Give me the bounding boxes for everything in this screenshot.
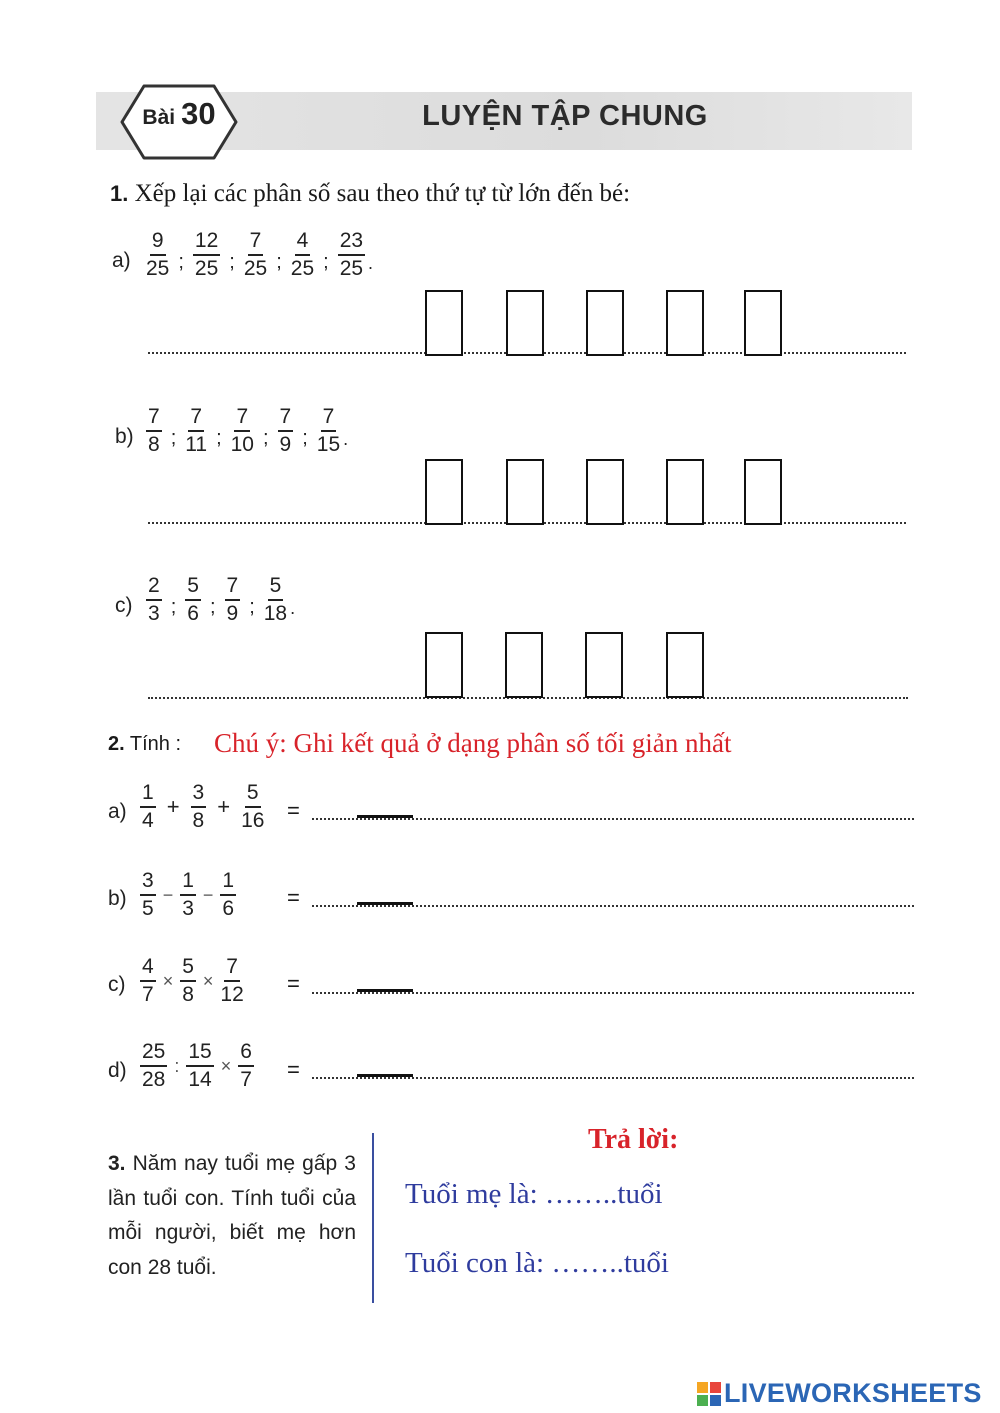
q1c-fractions: $\frac{2}{3}$ ; $\frac{5}{6}$ ; $\frac{7}{9}$ ; $\frac{5}{18}$ . [148,574,296,626]
q2b-label: b) [108,887,127,910]
fraction: $\frac{7}{15}$ [316,405,341,457]
fraction: $\frac{7}{9}$ [226,574,239,626]
fraction: $\frac{7}{8}$ [148,405,160,457]
fraction: $\frac{3}{8}$ [192,781,205,833]
q2a-answer-dots [312,818,914,820]
q2b-answer-field[interactable] [357,902,413,905]
q2d-expression: $\frac{25}{28}$ : $\frac{15}{14}$ × $\frac{6}{7}$ [142,1040,252,1092]
fraction: $\frac{25}{28}$ [142,1040,166,1092]
q1a-answer-box-4[interactable] [666,290,704,356]
fraction: $\frac{5}{16}$ [241,781,265,833]
q1c-answer-box-2[interactable] [505,632,543,698]
q1a-label: a) [112,249,131,272]
q2b-answer-dots [312,905,914,907]
q3-divider [372,1133,374,1303]
q3-problem [108,1147,356,1285]
q3-child-answer[interactable]: Tuổi con là: ……..tuổi [405,1247,669,1279]
page-title: LUYỆN TẬP CHUNG [422,100,708,132]
q2a-label: a) [108,800,127,823]
q1c-answer-box-4[interactable] [666,632,704,698]
q1-prompt-text: Xếp lại các phân số sau theo thứ tự từ lớn đến bé: [134,180,631,207]
fraction: $\frac{7}{9}$ [279,405,292,457]
fraction: $\frac{1}{4}$ [142,781,154,833]
q2-note: Chú ý: Ghi kết quả ở dạng phân số tối giản nhất [214,728,732,758]
fraction: $\frac{5}{8}$ [182,955,194,1007]
fraction: $\frac{7}{12}$ [220,955,244,1007]
fraction: $\frac{7}{10}$ [230,405,254,457]
q1b-answer-box-3[interactable] [586,459,624,525]
q2d-answer-dots [312,1077,914,1079]
q2c-label: c) [108,973,126,996]
q2-heading [108,733,181,756]
fraction: $\frac{1}{6}$ [222,869,235,921]
q1b-answer-box-5[interactable] [744,459,782,525]
q1b-answer-box-4[interactable] [666,459,704,525]
q2-word: Tính : [129,733,182,755]
fraction: $\frac{4}{7}$ [142,955,154,1007]
q1a-answer-box-1[interactable] [425,290,463,356]
fraction: $\frac{7}{11}$ [185,405,208,457]
q2c-equals: = [287,971,300,996]
q2b-expression: $\frac{3}{5}$ − $\frac{1}{3}$ − $\frac{1}{6}$ [142,869,235,921]
lesson-word: Bài [142,106,176,129]
q2d-answer-field[interactable] [357,1074,413,1077]
fraction: $\frac{1}{3}$ [182,869,194,921]
fraction: $\frac{4}{25}$ [290,229,315,281]
fraction: $\frac{7}{25}$ [243,229,268,281]
q2d-label: d) [108,1059,127,1082]
q1c-answer-box-3[interactable] [585,632,623,698]
q1a-answer-box-2[interactable] [506,290,544,356]
q2b-equals: = [287,885,300,910]
q2a-answer-field[interactable] [357,815,413,818]
fraction: $\frac{12}{25}$ [194,229,219,281]
q1-prompt [110,180,630,208]
brand-grid-icon [697,1382,721,1406]
fraction: $\frac{15}{14}$ [188,1040,212,1092]
brand-name: LIVEWORKSHEETS [724,1378,982,1408]
q1-number: 1. [110,181,129,206]
q1b-label: b) [115,425,134,448]
q3-text: Năm nay tuổi mẹ gấp 3 lần tuổi con. Tính tuổi của mỗi người, biết mẹ hơn con 28 tuổi. [108,1152,356,1279]
lesson-badge-label [108,96,250,132]
q1b-fractions: $\frac{7}{8}$ ; $\frac{7}{11}$ ; $\frac{7}{10}$ ; $\frac{7}{9}$ ; $\frac{7}{15}$ . [148,405,349,457]
q3-number: 3. [108,1152,126,1175]
lesson-number: 30 [181,96,216,131]
q2d-equals: = [287,1057,300,1082]
fraction: $\frac{23}{25}$ [339,229,364,281]
q2c-expression: $\frac{4}{7}$ × $\frac{5}{8}$ × $\frac{7}{12}$ [142,955,244,1007]
q1a-answer-box-3[interactable] [586,290,624,356]
fraction: $\frac{6}{7}$ [240,1040,252,1092]
q2-number: 2. [108,733,125,755]
q3-answer-heading: Trả lời: [588,1124,679,1155]
q2c-answer-dots [312,992,914,994]
q3-mother-answer[interactable]: Tuổi mẹ là: ……..tuổi [405,1178,663,1210]
fraction: $\frac{2}{3}$ [148,574,160,626]
q1b-answer-box-2[interactable] [506,459,544,525]
q2a-expression: $\frac{1}{4}$ + $\frac{3}{8}$ + $\frac{5}{16}$ [142,781,265,833]
q1a-answer-box-5[interactable] [744,290,782,356]
q1c-label: c) [115,594,133,617]
q1b-answer-box-1[interactable] [425,459,463,525]
liveworksheets-logo [697,1378,982,1409]
fraction: $\frac{5}{18}$ [263,574,288,626]
q2a-equals: = [287,798,300,823]
q1a-fractions: $\frac{9}{25}$ ; $\frac{12}{25}$ ; $\frac{7}{25}$ ; $\frac{4}{25}$ ; $\frac{23}{25}$ . [146,229,374,281]
fraction: $\frac{3}{5}$ [142,869,154,921]
fraction: $\frac{5}{6}$ [187,574,199,626]
q2c-answer-field[interactable] [357,989,413,992]
q1c-answer-box-1[interactable] [425,632,463,698]
fraction: $\frac{9}{25}$ [146,229,170,281]
